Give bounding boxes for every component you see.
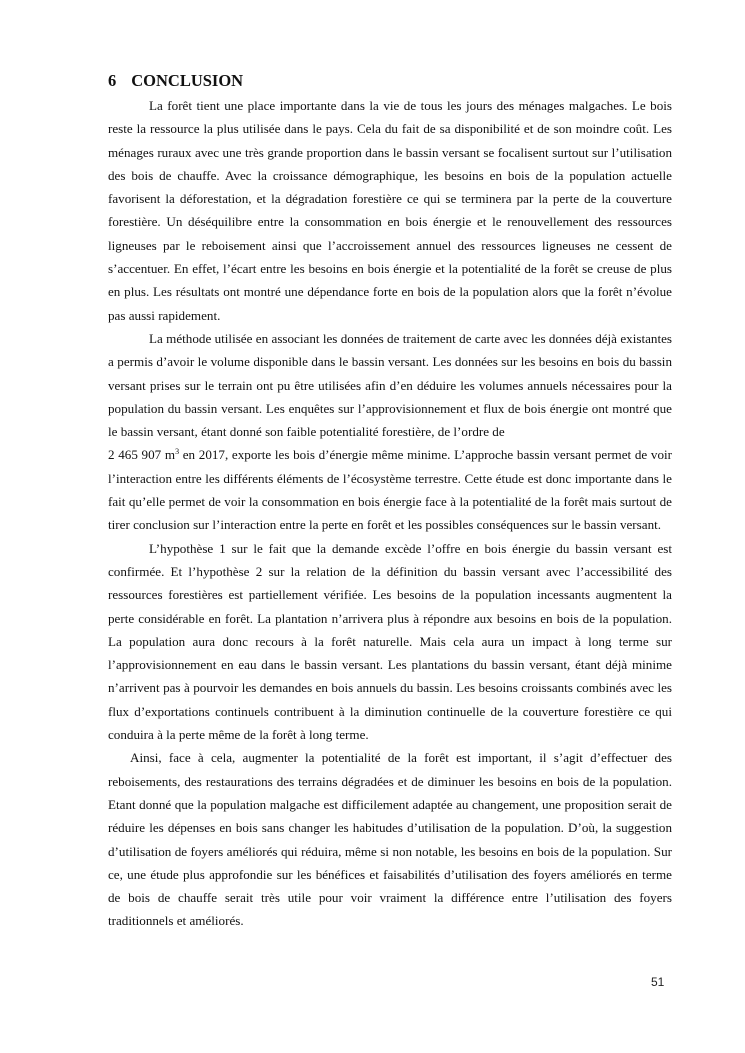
paragraph-2-continued-text: en 2017, exporte les bois d’énergie même minime. L’approche bassin versant permet de voir l’interaction entre les différents éléments de l’écosystème terrestre. Cette étude est donc importante dans le fait qu’elle permet de voir la consommation en bois énergie face à la potentialité de la forêt mais surtout de tirer conclusion sur l’interaction entre la perte en forêt et les possibles conséquences sur le bassin versant. [108, 447, 672, 533]
volume-value: 2 465 907 m [108, 447, 176, 463]
section-heading [108, 70, 672, 92]
volume-exponent: 3 [175, 447, 180, 457]
page-number: 51 [651, 975, 665, 989]
paragraph-2-continued [108, 443, 672, 536]
section-title: CONCLUSION [131, 71, 244, 90]
paragraph-1: La forêt tient une place importante dans la vie de tous les jours des ménages malgaches. Le bois reste la ressource la plus utilisée dans le pays. Cela du fait de sa disponibilité et de son moindre coût. Les ménages ruraux avec une très grande proportion dans le bassin versant se focalisent surtout sur l’utilisation des bois de chauffe. Avec la croissance démographique, les besoins en bois de la population actuelle favorisent la déforestation, et la dégradation forestière ce qui se terminera par la perte de la couverture forestière. Un déséquilibre entre la consommation en bois énergie et le renouvellement des ressources ligneuses par le reboisement ainsi que l’accroissement annuel des ressources ligneuses ne cessent de s’accentuer. En effet, l’écart entre les besoins en bois énergie et la potentialité de la forêt se creuse de plus en plus. Les résultats ont montré une dépendance forte en bois de la population alors que la forêt n’évolue pas aussi rapidement. [108, 98, 672, 323]
paragraph-2: La méthode utilisée en associant les données de traitement de carte avec les données déjà existantes a permis d’avoir le volume disponible dans le bassin versant. Les données sur les besoins en bois du bassin versant prises sur le terrain ont pu être utilisées afin d’en déduire les volumes annuels nécessaires pour la population du bassin versant. Les enquêtes sur l’approvisionnement et flux de bois énergie ont montré que le bassin versant, étant donné son faible potentialité forestière, de l’ordre de [108, 330, 672, 440]
document-page [108, 70, 672, 933]
section-number: 6 [108, 71, 117, 90]
paragraph-3: L’hypothèse 1 sur le fait que la demande excède l’offre en bois énergie du bassin versant est confirmée. Et l’hypothèse 2 sur la relation de la définition du bassin versant avec l’accessibilité des ressources forestières est partiellement vérifiée. Les besoins de la population incessants augmentent la perte considérable en forêt. La plantation n’arrivera plus à répondre aux besoins en bois de la population. La population aura donc recours à la forêt naturelle. Mais cela aura un impact à long terme sur l’approvisionnement en eau dans le bassin versant. Les plantations du bassin versant, étant déjà minime n’arrivent pas à pourvoir les demandes en bois annuels du bassin. Les besoins croissants combinés avec les flux d’exportations continuels contribuent à la diminution continuelle de la couverture forestière ce qui conduira à la perte même de la forêt à long terme. [108, 540, 672, 743]
paragraph-4: Ainsi, face à cela, augmenter la potentialité de la forêt est important, il s’agit d’effectuer des reboisements, des restaurations des terrains dégradées et de diminuer les besoins en bois de la population. Etant donné que la population malgache est difficilement adaptée au changement, une proposition serait de réduire les dépenses en bois sans changer les habitudes d’utilisation de la population. D’où, la suggestion d’utilisation de foyers améliorés qui réduira, même si non notable, les besoins en bois de la population. Sur ce, une étude plus approfondie sur les bénéfices et faisabilités d’utilisation des foyers améliorés en terme de bois de chauffe serait très utile pour voir vraiment la différence entre l’utilisation des foyers traditionnels et améliorés. [108, 750, 672, 929]
